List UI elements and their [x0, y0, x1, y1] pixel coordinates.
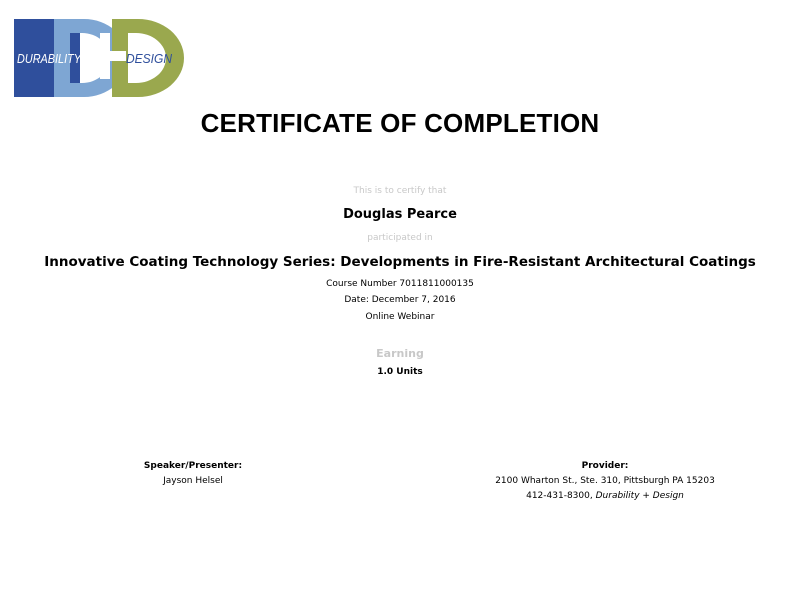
- earning-label: Earning: [376, 347, 424, 360]
- durability-design-logo: [14, 19, 184, 97]
- certificate-title: CERTIFICATE OF COMPLETION: [200, 108, 600, 138]
- speaker-label: Speaker/Presenter:: [143, 461, 243, 471]
- speaker-name: Jayson Helsel: [163, 476, 223, 486]
- participated-text: participated in: [367, 233, 433, 243]
- course-date: Date: December 7, 2016: [344, 295, 456, 305]
- provider-org: Durability + Design: [595, 491, 684, 501]
- provider-label: Provider:: [581, 461, 629, 471]
- logo-text-left: DURABILITY: [17, 51, 83, 66]
- provider-address: 2100 Wharton St., Ste. 310, Pittsburgh PA 15203: [495, 476, 715, 486]
- units-earned: 1.0 Units: [377, 367, 423, 377]
- course-number: Course Number 7011811000135: [326, 279, 474, 289]
- certify-text: This is to certify that: [353, 186, 447, 196]
- logo-plus-horizontal: [84, 51, 126, 61]
- course-title: Innovative Coating Technology Series: Developments in Fire-Resistant Architectural Coatings: [44, 254, 756, 270]
- provider-phone: 412-431-8300,: [526, 491, 593, 501]
- provider-contact: [455, 491, 755, 501]
- logo-text-right: DESIGN: [126, 51, 173, 66]
- course-format: Online Webinar: [365, 312, 435, 322]
- speaker-section: [93, 461, 293, 491]
- recipient-name: Douglas Pearce: [343, 207, 457, 222]
- provider-section: [455, 461, 755, 506]
